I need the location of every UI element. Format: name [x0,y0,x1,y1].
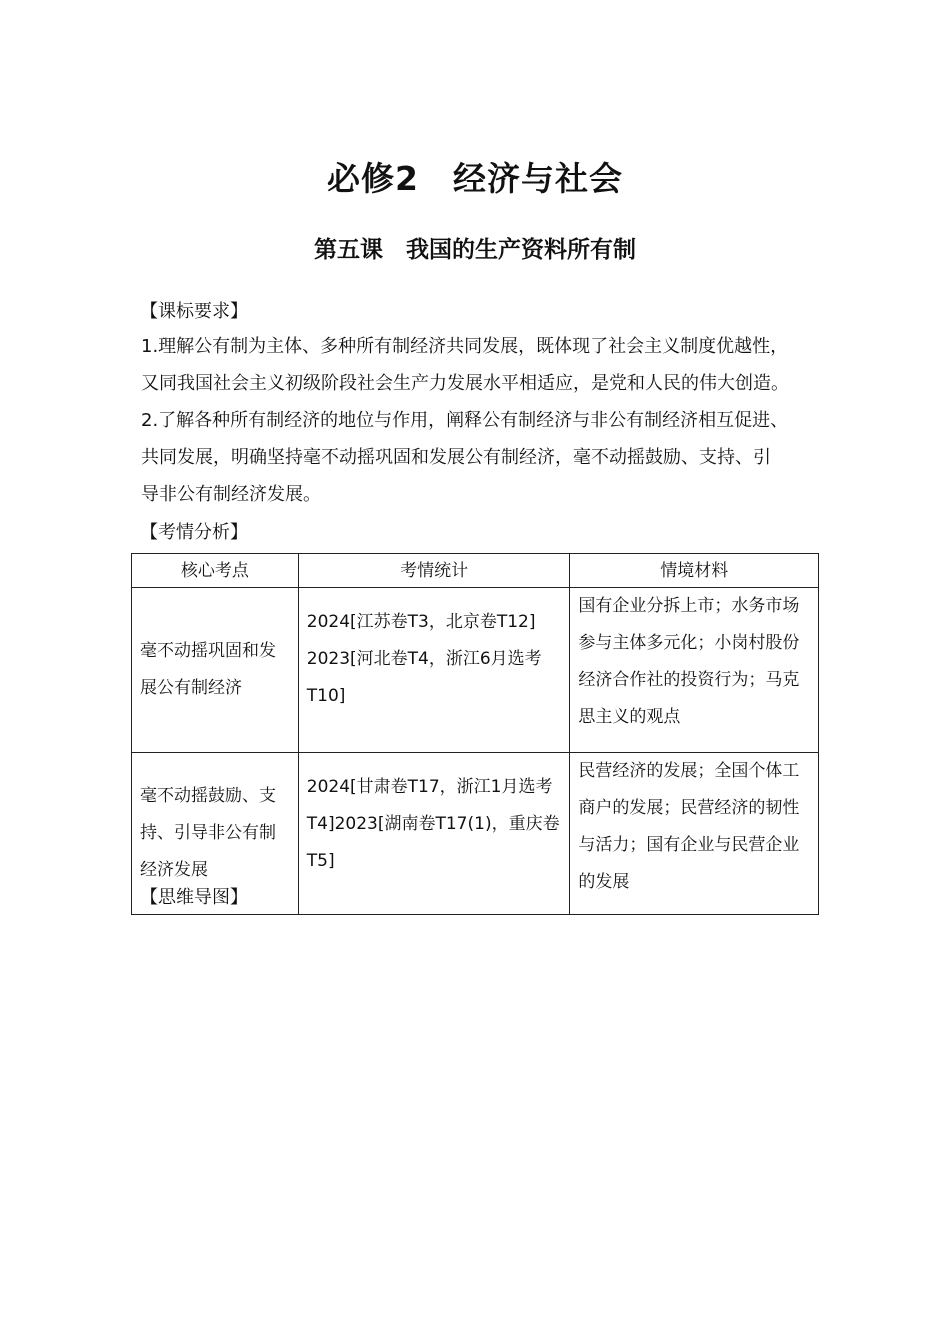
requirements-text [141,328,823,513]
requirements-line-2: 又同我国社会主义初级阶段社会生产力发展水平相适应，是党和人民的伟大创造。 [141,373,789,394]
exam-stats-cell: 2024[甘肃卷T17，浙江1月选考T4]2023[湖南卷T17(1)，重庆卷T5] [298,753,570,915]
table-header-row [132,554,819,588]
requirements-line-5: 导非公有制经济发展。 [141,484,321,505]
context-material-cell: 国有企业分拆上市；水务市场参与主体多元化；小岗村股份经济合作社的投资行为；马克思主义的观点 [570,588,819,753]
column-header-material: 情境材料 [570,554,819,588]
column-header-point: 核心考点 [132,554,299,588]
main-title: 必修2 经济与社会 [327,159,623,198]
requirements-line-3: 2.了解各种所有制经济的地位与作用，阐释公有制经济与非公有制经济相互促进、 [141,410,789,431]
requirements-line-4: 共同发展，明确坚持毫不动摇巩固和发展公有制经济，毫不动摇鼓励、支持、引 [141,447,771,468]
lesson-title: 第五课 我国的生产资料所有制 [314,237,636,263]
table-row [132,588,819,753]
core-point-cell: 毫不动摇鼓励、支持、引导非公有制经济发展 [132,753,299,915]
exam-stats-cell: 2024[江苏卷T3，北京卷T12] 2023[河北卷T4，浙江6月选考T10] [298,588,570,753]
context-material-cell: 民营经济的发展；全国个体工商户的发展；民营经济的韧性与活力；国有企业与民营企业的发展 [570,753,819,915]
analysis-label: 【考情分析】 [140,522,248,543]
mindmap-label: 【思维导图】 [140,887,248,908]
core-point-cell: 毫不动摇巩固和发展公有制经济 [132,588,299,753]
requirements-line-1: 1.理解公有制为主体、多种所有制经济共同发展，既体现了社会主义制度优越性， [141,336,789,357]
column-header-stats: 考情统计 [298,554,570,588]
requirements-label: 【课标要求】 [140,301,248,322]
exam-analysis-table [131,553,819,915]
